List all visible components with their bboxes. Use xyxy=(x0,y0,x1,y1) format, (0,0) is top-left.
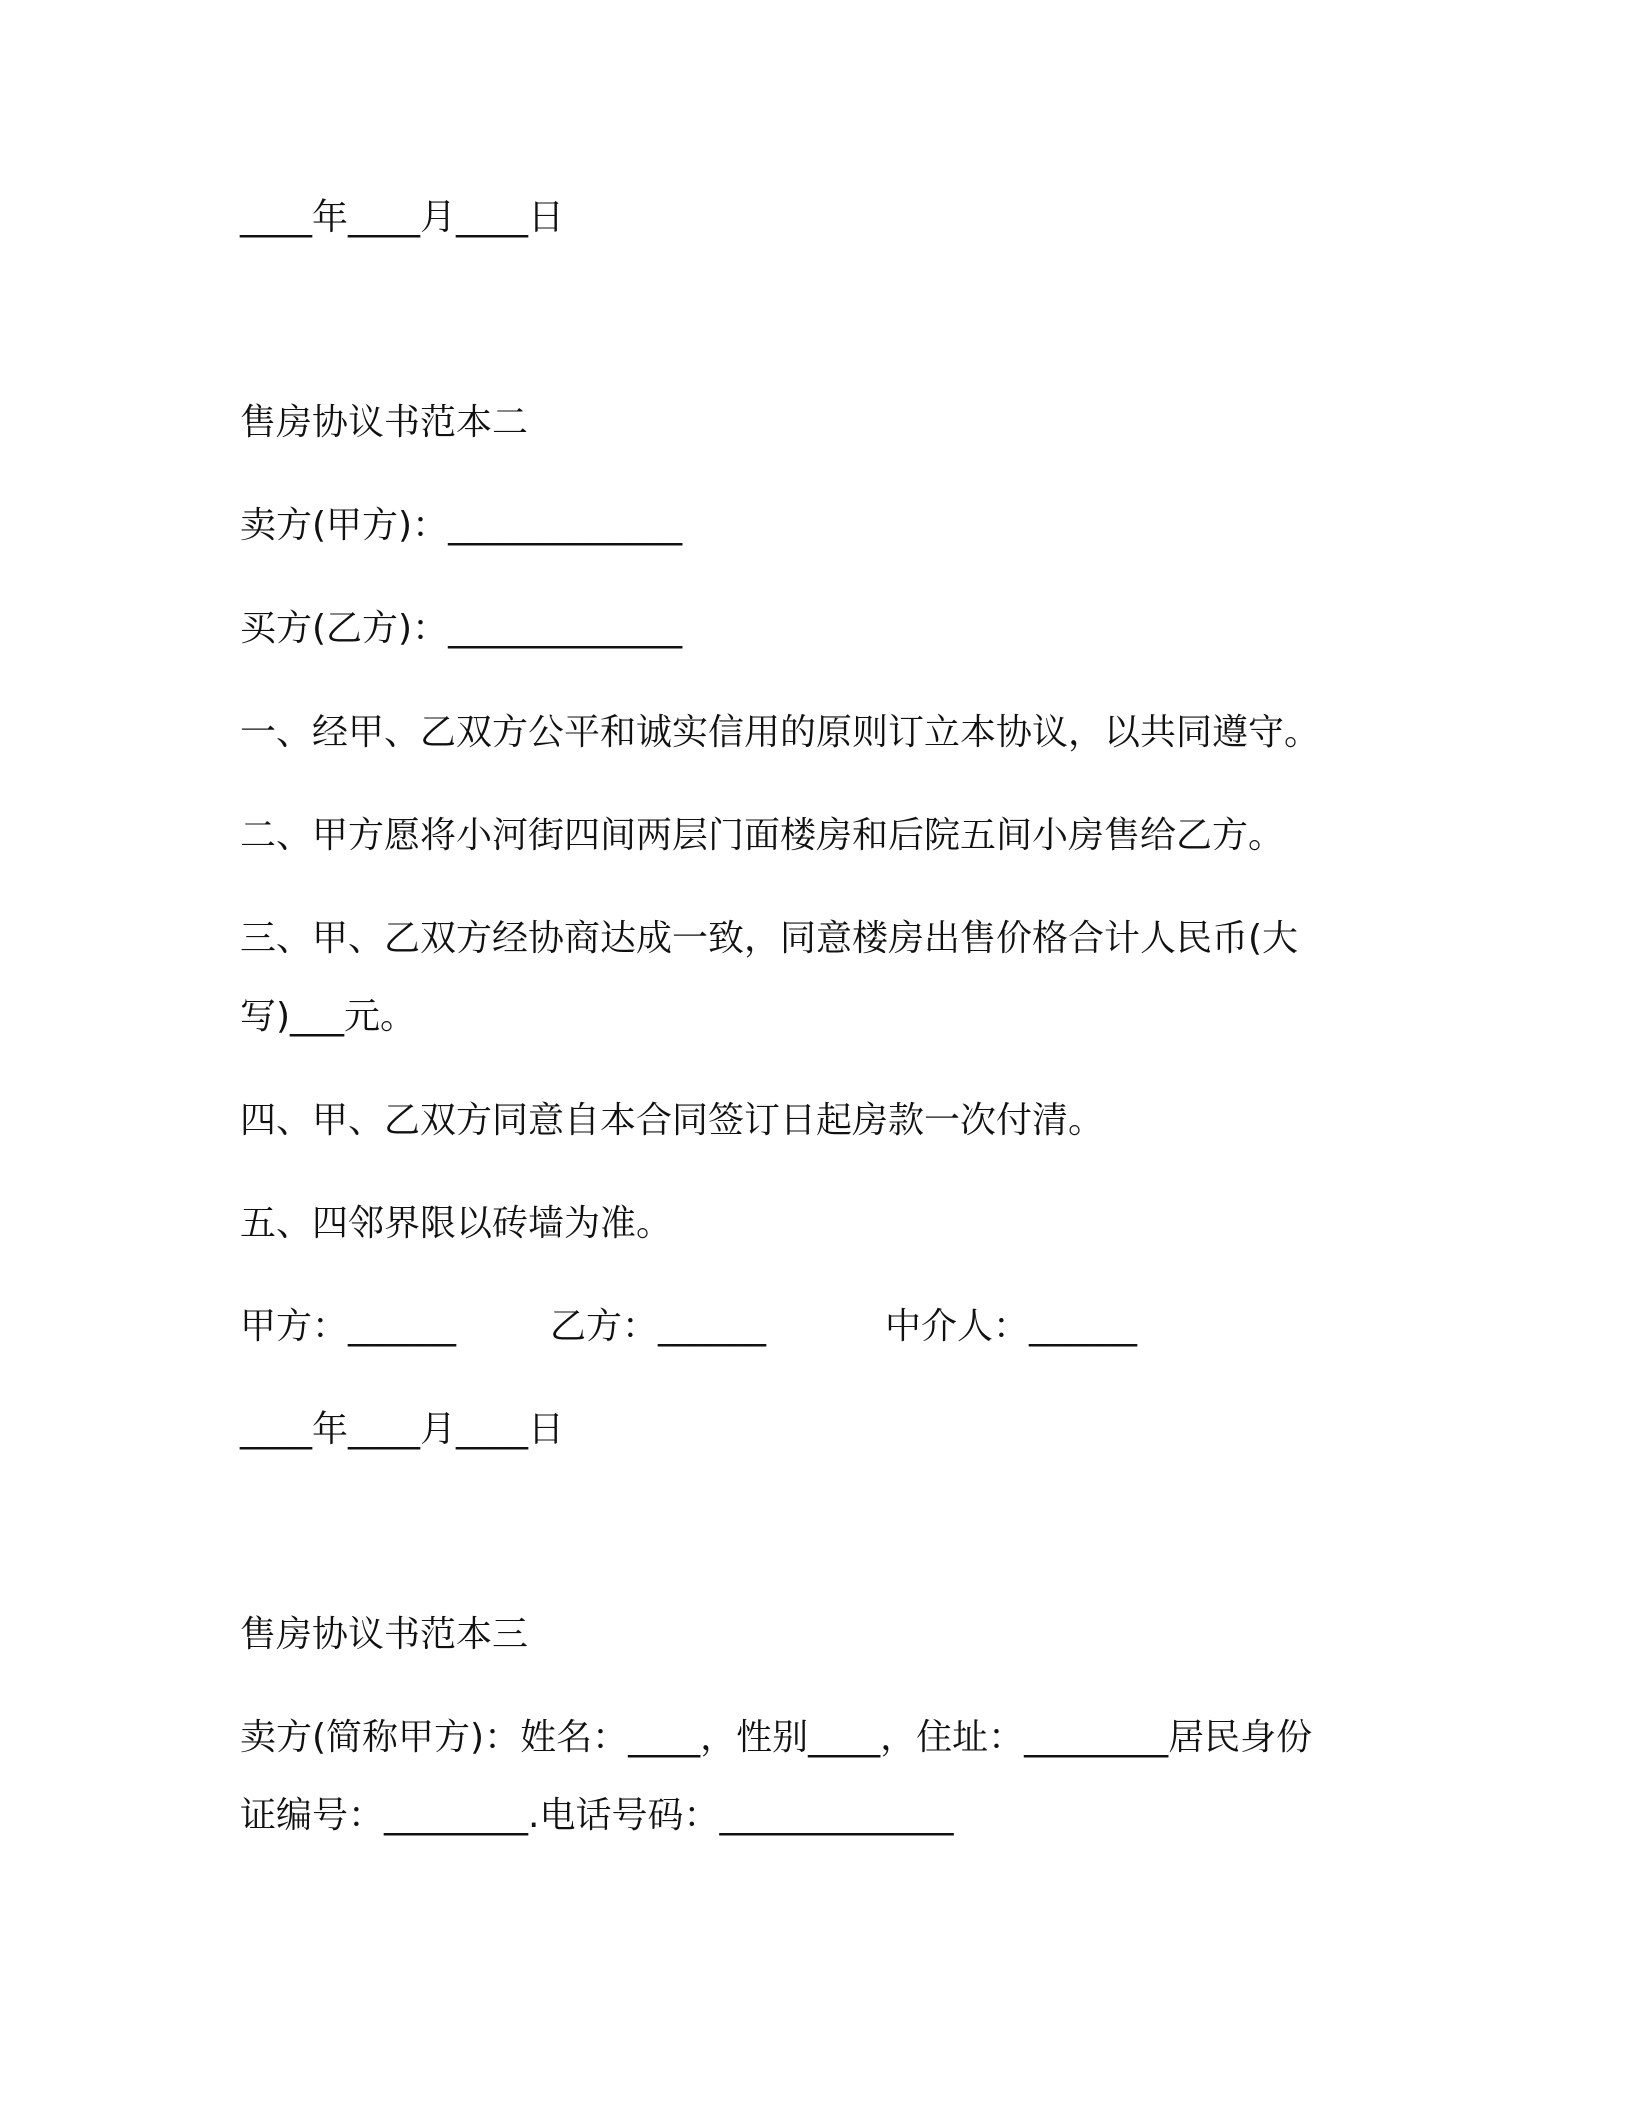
clause-3-line-2: 写)___元。 xyxy=(240,996,417,1037)
clause-5: 五、四邻界限以砖墙为准。 xyxy=(240,1203,673,1244)
clause-1: 一、经甲、乙双方公平和诚实信用的原则订立本协议，以共同遵守。 xyxy=(240,712,1321,753)
signature-agent: 中介人：______ xyxy=(885,1306,1138,1347)
clause-4: 四、甲、乙双方同意自本合同签订日起房款一次付清。 xyxy=(240,1100,1105,1141)
signature-party-a: 甲方：______ xyxy=(240,1306,457,1347)
seller-info-line-2: 证编号：________.电话号码：_____________ xyxy=(240,1795,954,1836)
signature-party-b: 乙方：______ xyxy=(550,1306,767,1347)
buyer-line: 买方(乙方)：_____________ xyxy=(240,608,683,649)
seller-line: 卖方(甲方)：_____________ xyxy=(240,505,683,546)
clause-3-line-1: 三、甲、乙双方经协商达成一致，同意楼房出售价格合计人民币(大 xyxy=(240,918,1299,959)
clause-2: 二、甲方愿将小河街四间两层门面楼房和后院五间小房售给乙方。 xyxy=(240,815,1285,856)
date-line-section-2: ____年____月____日 xyxy=(240,1409,565,1450)
seller-info-line-1: 卖方(简称甲方)：姓名：____，性别____，住址：________居民身份 xyxy=(240,1717,1313,1758)
section-title-3: 售房协议书范本三 xyxy=(240,1614,529,1655)
date-line-top: ____年____月____日 xyxy=(240,197,565,238)
section-title-2: 售房协议书范本二 xyxy=(240,402,529,443)
